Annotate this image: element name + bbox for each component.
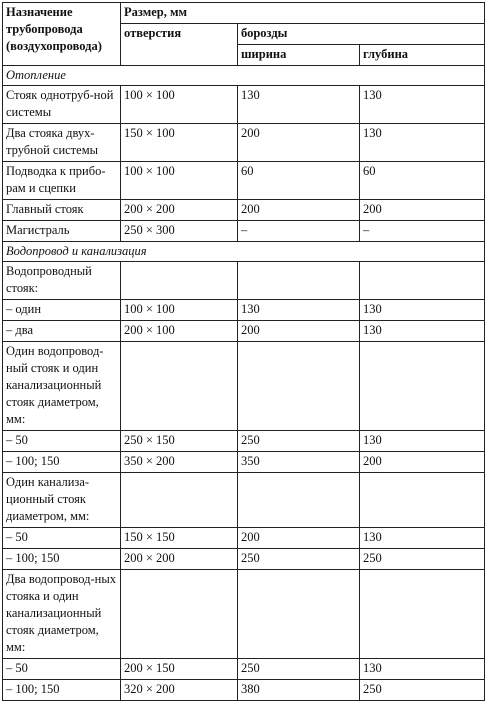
cell-width	[238, 570, 360, 659]
cell-name: Подводка к прибо-рам и сцепки	[3, 162, 121, 200]
cell-opening: 150 × 100	[121, 124, 238, 162]
cell-depth: 130	[360, 321, 485, 342]
cell-width	[238, 342, 360, 431]
header-width: ширина	[238, 45, 360, 66]
cell-depth	[360, 570, 485, 659]
table-row	[3, 549, 485, 570]
cell-opening: 250 × 150	[121, 431, 238, 452]
cell-width: 200	[238, 528, 360, 549]
cell-width	[238, 473, 360, 528]
table-row	[3, 200, 485, 221]
cell-opening: 320 × 200	[121, 680, 238, 701]
cell-width: 200	[238, 124, 360, 162]
cell-width: 380	[238, 680, 360, 701]
table-row	[3, 321, 485, 342]
cell-opening: 100 × 100	[121, 162, 238, 200]
cell-width: 130	[238, 86, 360, 124]
cell-name: Стояк однотруб-ной системы	[3, 86, 121, 124]
cell-opening	[121, 570, 238, 659]
header-purpose: Назначение трубопровода (воздухопровода)	[3, 3, 121, 66]
cell-depth: 60	[360, 162, 485, 200]
section-row	[3, 242, 485, 262]
cell-opening: 150 × 150	[121, 528, 238, 549]
cell-opening	[121, 473, 238, 528]
cell-width: 130	[238, 300, 360, 321]
cell-width: 350	[238, 452, 360, 473]
pipe-openings-table	[2, 2, 485, 701]
header-depth: глубина	[360, 45, 485, 66]
cell-depth: 130	[360, 431, 485, 452]
cell-opening: 100 × 100	[121, 86, 238, 124]
cell-opening: 200 × 200	[121, 549, 238, 570]
cell-width: 200	[238, 321, 360, 342]
table-row	[3, 431, 485, 452]
cell-width: 200	[238, 200, 360, 221]
cell-width: 250	[238, 659, 360, 680]
table-row	[3, 124, 485, 162]
cell-opening: 100 × 100	[121, 300, 238, 321]
cell-name: Один канализа-ционный стояк диаметром, мм:	[3, 473, 121, 528]
header-grooves: борозды	[238, 24, 485, 45]
table-row	[3, 342, 485, 431]
cell-depth: 250	[360, 680, 485, 701]
table-row	[3, 528, 485, 549]
cell-depth: 130	[360, 528, 485, 549]
table-row	[3, 680, 485, 701]
cell-depth: 200	[360, 200, 485, 221]
cell-width: –	[238, 221, 360, 242]
cell-width: 250	[238, 549, 360, 570]
cell-depth: 130	[360, 86, 485, 124]
cell-depth: 200	[360, 452, 485, 473]
section-title: Отопление	[3, 66, 485, 86]
cell-name: – 50	[3, 431, 121, 452]
table-row	[3, 659, 485, 680]
cell-depth	[360, 473, 485, 528]
cell-name: Один водопровод-ный стояк и один канализационный стояк диаметром, мм:	[3, 342, 121, 431]
table-row	[3, 473, 485, 528]
cell-opening: 200 × 200	[121, 200, 238, 221]
section-title: Водопровод и канализация	[3, 242, 485, 262]
cell-name: – 50	[3, 659, 121, 680]
cell-width	[238, 262, 360, 300]
cell-depth: 130	[360, 124, 485, 162]
cell-opening	[121, 342, 238, 431]
table-row	[3, 162, 485, 200]
cell-name: Водопроводный стояк:	[3, 262, 121, 300]
cell-name: – 50	[3, 528, 121, 549]
cell-opening: 200 × 150	[121, 659, 238, 680]
cell-depth: 130	[360, 300, 485, 321]
cell-opening: 200 × 100	[121, 321, 238, 342]
cell-opening: 250 × 300	[121, 221, 238, 242]
table-row	[3, 86, 485, 124]
cell-name: – 100; 150	[3, 452, 121, 473]
cell-depth: 130	[360, 659, 485, 680]
cell-name: Магистраль	[3, 221, 121, 242]
cell-depth: –	[360, 221, 485, 242]
cell-width: 60	[238, 162, 360, 200]
cell-name: – один	[3, 300, 121, 321]
cell-opening	[121, 262, 238, 300]
cell-name: Два стояка двух-трубной системы	[3, 124, 121, 162]
cell-depth: 250	[360, 549, 485, 570]
cell-name: Два водопровод-ных стояка и один канализационный стояк диаметром, мм:	[3, 570, 121, 659]
table-row	[3, 452, 485, 473]
table-row	[3, 221, 485, 242]
table-row	[3, 262, 485, 300]
cell-opening: 350 × 200	[121, 452, 238, 473]
section-row	[3, 66, 485, 86]
cell-name: – 100; 150	[3, 549, 121, 570]
header-size: Размер, мм	[121, 3, 485, 24]
cell-width: 250	[238, 431, 360, 452]
cell-depth	[360, 262, 485, 300]
table-row	[3, 300, 485, 321]
cell-depth	[360, 342, 485, 431]
cell-name: Главный стояк	[3, 200, 121, 221]
cell-name: – два	[3, 321, 121, 342]
header-openings: отверстия	[121, 24, 238, 66]
cell-name: – 100; 150	[3, 680, 121, 701]
table-row	[3, 570, 485, 659]
